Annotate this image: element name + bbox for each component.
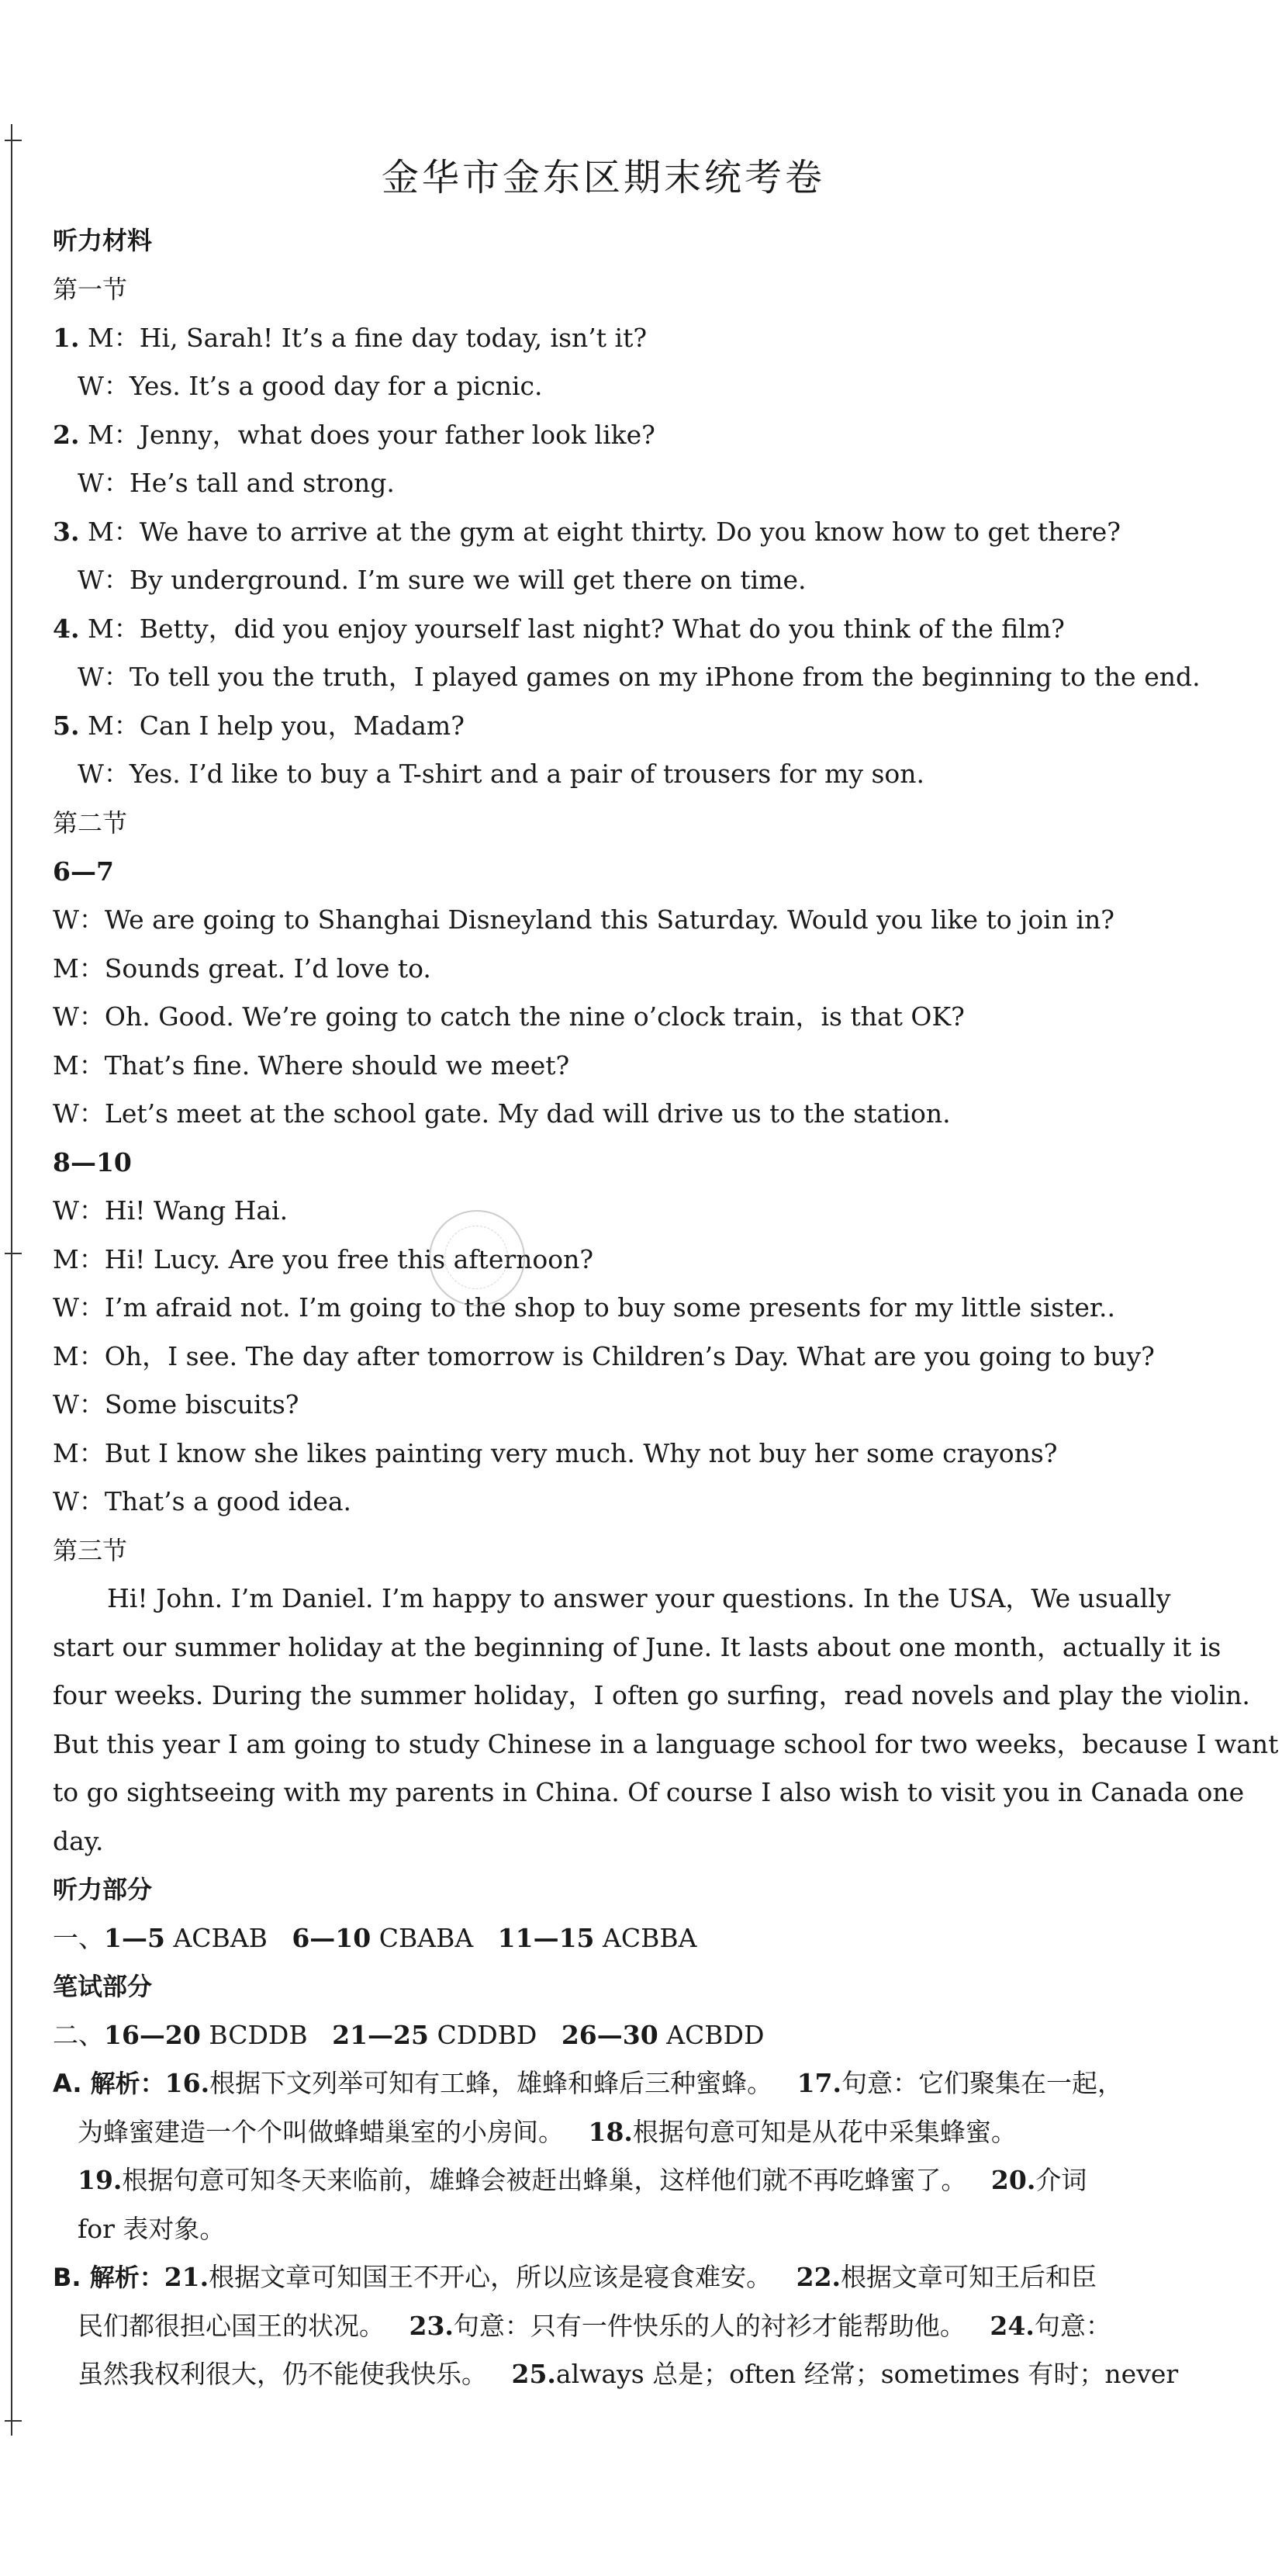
analysis-line <box>78 2359 1178 2390</box>
section1-heading: 第一节 <box>53 275 128 304</box>
answer-prefix: 二、 <box>53 2020 104 2050</box>
passage-line: day. <box>53 1826 104 1856</box>
answer-range: 6—10 <box>292 1923 371 1953</box>
section3-heading: 第三节 <box>53 1536 128 1565</box>
dialogue-line: M：Hi! Lucy. Are you free this afternoon? <box>53 1244 594 1274</box>
analysis-text: 根据下文列举可知有工蜂，雄蜂和蜂后三种蜜蜂。 <box>209 2068 773 2098</box>
analysis-text: 根据文章可知国王不开心，所以应该是寝食难安。 <box>209 2262 772 2292</box>
dialogue-line: W：He’s tall and strong. <box>78 468 395 498</box>
answer-range: 11—15 <box>497 1923 595 1953</box>
passage-line: four weeks. During the summer holiday，I often go surfing，read novels and play the violin. <box>53 1680 1250 1710</box>
listening-answer-line <box>53 1923 696 1954</box>
binding-margin <box>11 124 31 2436</box>
written-answers-heading: 笔试部分 <box>53 1972 153 2001</box>
analysis-text: 根据句意可知是从花中采集蜂蜜。 <box>632 2117 1017 2147</box>
dialogue-line: M：Sounds great. I’d love to. <box>53 953 431 984</box>
question-number: 5. <box>53 711 80 741</box>
dialogue-line <box>53 711 465 742</box>
dialogue-line: W：Some biscuits? <box>53 1389 299 1419</box>
passage-line: But this year I am going to study Chinese in a language school for two weeks，because I want <box>53 1729 1279 1759</box>
answer-letters: ACBAB <box>173 1923 268 1953</box>
dialogue-line: W：Yes. I’d like to buy a T-shirt and a pair of trousers for my son. <box>78 759 925 789</box>
speaker-line: M：Can I help you，Madam? <box>87 711 465 741</box>
dialogue-range: 8—10 <box>53 1147 132 1177</box>
analysis-line <box>53 2262 1097 2293</box>
analysis-text: 介词 <box>1035 2165 1087 2195</box>
answer-letters: CBABA <box>378 1923 474 1953</box>
analysis-text: 虽然我权利很大，仍不能使我快乐。 <box>78 2359 487 2389</box>
analysis-line <box>78 2117 1017 2148</box>
question-number: 16. <box>164 2068 210 2098</box>
question-number: 24. <box>990 2311 1035 2341</box>
analysis-line <box>53 2068 1123 2099</box>
analysis-line <box>78 2311 1111 2342</box>
section2-heading: 第二节 <box>53 808 128 838</box>
dialogue-line: W：We are going to Shanghai Disneyland this Saturday. Would you like to join in? <box>53 904 1114 935</box>
question-number: 21. <box>164 2262 209 2292</box>
analysis-line <box>78 2165 1087 2196</box>
answer-prefix: 一、 <box>53 1923 104 1953</box>
analysis-text: 根据文章可知王后和臣 <box>841 2262 1097 2292</box>
question-number: 23. <box>409 2311 454 2341</box>
speaker-line: M：Hi, Sarah! It’s a fine day today, isn’t it? <box>87 323 648 353</box>
binding-tick <box>5 140 22 141</box>
answer-range: 1—5 <box>104 1923 165 1953</box>
question-number: 3. <box>53 517 80 547</box>
dialogue-range: 6—7 <box>53 856 114 887</box>
analysis-label: B. 解析： <box>53 2263 164 2292</box>
question-number: 20. <box>990 2165 1036 2195</box>
dialogue-line <box>53 517 1121 548</box>
question-number: 18. <box>588 2117 633 2147</box>
dialogue-line: W：Oh. Good. We’re going to catch the nine o’clock train，is that OK? <box>53 1001 965 1032</box>
dialogue-line <box>53 323 647 354</box>
binding-tick <box>5 1253 22 1254</box>
analysis-line <box>78 2214 225 2245</box>
page-title: 金华市金东区期末统考卷 <box>381 156 825 199</box>
listening-answers-heading: 听力部分 <box>53 1875 153 1904</box>
question-number: 19. <box>78 2165 123 2195</box>
analysis-text: for 表对象。 <box>78 2214 226 2244</box>
speaker-line: M：Betty，did you enjoy yourself last night? What do you think of the film? <box>87 614 1065 644</box>
analysis-text: 句意： <box>1034 2311 1111 2341</box>
dialogue-line: W：Let’s meet at the school gate. My dad will drive us to the station. <box>53 1098 951 1129</box>
passage-line: Hi! John. I’m Daniel. I’m happy to answer your questions. In the USA，We usually <box>107 1583 1171 1613</box>
answer-letters: ACBDD <box>666 2020 765 2050</box>
dialogue-line <box>53 420 655 451</box>
dialogue-line: W：By underground. I’m sure we will get there on time. <box>78 565 807 595</box>
dialogue-line: W：That’s a good idea. <box>53 1486 352 1516</box>
written-answer-line <box>53 2020 764 2051</box>
speaker-line: M：We have to arrive at the gym at eight thirty. Do you know how to get there? <box>87 517 1121 547</box>
answer-letters: BCDDB <box>209 2020 308 2050</box>
analysis-text: 根据句意可知冬天来临前，雄蜂会被赶出蜂巢，这样他们就不再吃蜂蜜了。 <box>122 2165 967 2195</box>
analysis-text: 句意：只有一件快乐的人的衬衫才能帮助他。 <box>453 2311 966 2341</box>
answer-range: 16—20 <box>104 2020 201 2050</box>
speaker-line: M：Jenny，what does your father look like? <box>87 420 655 450</box>
dialogue-line: W：Yes. It’s a good day for a picnic. <box>78 371 543 401</box>
analysis-text: 为蜂蜜建造一个个叫做蜂蜡巢室的小房间。 <box>78 2117 564 2147</box>
dialogue-line: M：That’s fine. Where should we meet? <box>53 1050 570 1081</box>
analysis-text: always 总是；often 经常；sometimes 有时；never <box>555 2359 1179 2389</box>
question-number: 2. <box>53 420 80 450</box>
dialogue-line: W：Hi! Wang Hai. <box>53 1195 289 1226</box>
analysis-text: 民们都很担心国王的状况。 <box>78 2311 385 2341</box>
question-number: 4. <box>53 614 80 644</box>
dialogue-line <box>53 614 1065 645</box>
dialogue-line: M：Oh，I see. The day after tomorrow is Children’s Day. What are you going to buy? <box>53 1341 1155 1371</box>
question-number: 17. <box>796 2068 841 2098</box>
answer-range: 26—30 <box>561 2020 658 2050</box>
answer-letters: ACBBA <box>603 1923 697 1953</box>
question-number: 1. <box>53 323 80 353</box>
dialogue-line: W：To tell you the truth，I played games on my iPhone from the beginning to the end. <box>78 662 1201 692</box>
listening-material-heading: 听力材料 <box>53 226 153 255</box>
analysis-text: 句意：它们聚集在一起， <box>841 2068 1123 2098</box>
dialogue-line: M：But I know she likes painting very much. Why not buy her some crayons? <box>53 1438 1058 1468</box>
passage-line: start our summer holiday at the beginning of June. It lasts about one month，actually it is <box>53 1632 1222 1662</box>
analysis-label: A. 解析： <box>53 2069 165 2098</box>
dialogue-line: W：I’m afraid not. I’m going to the shop to buy some presents for my little sister.. <box>53 1292 1116 1323</box>
answer-range: 21—25 <box>332 2020 429 2050</box>
passage-line: to go sightseeing with my parents in China. Of course I also wish to visit you in Canada one <box>53 1777 1245 1807</box>
watermark-stamp <box>429 1210 525 1306</box>
question-number: 22. <box>796 2262 841 2292</box>
binding-tick <box>5 2420 22 2422</box>
question-number: 25. <box>511 2359 556 2389</box>
answer-letters: CDDBD <box>437 2020 537 2050</box>
